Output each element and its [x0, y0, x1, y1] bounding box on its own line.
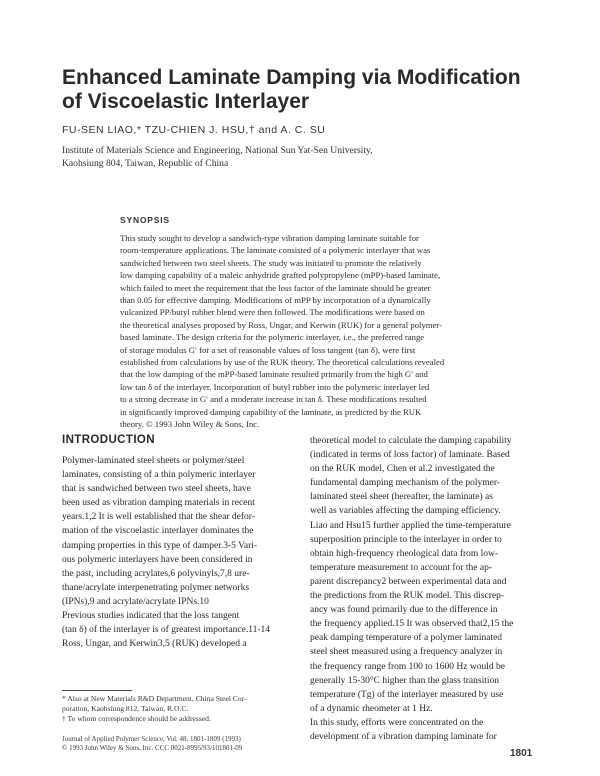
body-text-line: parent discrepancy2 between experimental data and	[310, 576, 507, 587]
right-column-text	[310, 434, 542, 744]
body-text-line: ous polymeric interlayers have been considered in	[62, 554, 253, 565]
body-text-line: the predictions from the RUK model. This discrep-	[310, 591, 505, 602]
affiliation-line: Institute of Materials Science and Engineering, National Sun Yat-Sen University,	[62, 145, 373, 156]
body-text-line: peak damping temperature of a polymer laminated	[310, 633, 503, 644]
body-text-line: laminated steel sheet (hereafter, the laminate) as	[310, 492, 493, 503]
body-text-line: Previous studies indicated that the loss tangent	[62, 611, 240, 622]
footnote-line: † To whom correspondence should be addressed.	[62, 713, 211, 723]
body-text-line: theoretical model to calculate the damping capability	[310, 436, 512, 446]
body-text-line: on the RUK model, Chen et al.2 investigated the	[310, 464, 495, 475]
title-line-2: of Viscoelastic Interlayer	[62, 90, 310, 113]
body-text-line: damping properties in this type of damper.3-5 Vari-	[62, 540, 258, 551]
body-text-line: well as variables affecting the damping efficiency.	[310, 506, 501, 517]
footnote-line: * Also at New Materials R&D Department, China Steel Cor-	[62, 694, 247, 703]
abstract-line: low damping capability of a maleic anhydride grafted polypropylene (mPP)-based laminate,	[120, 270, 441, 281]
journal-info-line: Journal of Applied Polymer Science, Vol. 48, 1801-1809 (1993)	[62, 735, 241, 743]
abstract	[120, 232, 542, 431]
abstract-line: This study sought to develop a sandwich-type vibration damping laminate suitable for	[120, 233, 419, 243]
body-text-line: (IPNs),9 and acrylate/acrylate IPNs.10	[62, 596, 209, 607]
body-text-line: development of a vibration damping laminate for	[310, 731, 497, 742]
abstract-line: than 0.05 for effective damping. Modifications of mPP by incorporation of a dynamically	[120, 295, 431, 306]
body-text-line: fundamental damping mechanism of the polymer-	[310, 478, 501, 489]
affiliation-line: Kaohsiung 804, Taiwan, Republic of China	[62, 157, 229, 169]
body-text-line: thane/acrylate interpenetrating polymer networks	[62, 582, 250, 593]
body-text-line: the frequency range from 100 to 1600 Hz would be	[310, 661, 505, 672]
body-text-line: years.1,2 It is well established that the shear defor-	[62, 512, 255, 523]
abstract-line: theory. © 1993 John Wiley & Sons, Inc.	[120, 419, 260, 430]
body-text-line: temperature measurement to account for the ap-	[310, 562, 492, 573]
abstract-line: vulcanized PP/butyl rubber blend were then followed. The modifications were based on	[120, 307, 425, 318]
left-column-text	[62, 454, 298, 651]
abstract-line: which failed to meet the requirement that the loss factor of the laminate should be greater	[120, 282, 431, 293]
abstract-line: established from calculations by use of the RUK theory. The theoretical calculations revealed	[120, 357, 445, 368]
body-text-line: Polymer-laminated steel sheets or polymer/steel	[62, 456, 245, 466]
abstract-line: in significantly improved damping capability of the laminate, as predicted by the RUK	[120, 406, 422, 417]
body-text-line: the frequency applied.15 It was observed that2,15 the	[310, 619, 514, 630]
title-line-1: Enhanced Laminate Damping via Modification	[62, 66, 521, 89]
body-text-line: been used as vibration damping materials in recent	[62, 498, 255, 509]
abstract-line: to a strong decrease in G′ and a moderate increase in tan δ. These modifications resulted	[120, 394, 427, 405]
paper-title	[62, 66, 542, 114]
abstract-line: sandwiched between two steel sheets. The study was initiated to promote the relatively	[120, 257, 422, 268]
body-text-line: temperature (Tg) of the interlayer measured by use	[310, 689, 504, 700]
abstract-line: of storage modulus G′ for a set of reasonable values of loss tangent (tan δ), were first	[120, 344, 416, 355]
abstract-line: room-temperature applications. The laminate consisted of a polymeric interlayer that was	[120, 245, 431, 256]
footnote-rule	[62, 690, 132, 691]
body-text-line: (tan δ) of the interlayer is of greatest importance.11-14	[62, 625, 271, 636]
body-text-line: steel sheet measured using a frequency analyzer in	[310, 647, 503, 658]
body-text-line: of a dynamic rheometer at 1 Hz.	[310, 703, 433, 714]
body-text-line: (indicated in terms of loss factor) of laminate. Based	[310, 450, 510, 461]
footnote-line: poration, Kaohsiung 812, Taiwan, R.O.C.	[62, 703, 189, 713]
body-text-line: superposition principle to the interlayer in order to	[310, 534, 502, 545]
body-text-line: that is sandwiched between two steel sheets, have	[62, 484, 251, 495]
footnotes	[62, 694, 298, 723]
affiliation	[62, 145, 542, 170]
abstract-line: low tan δ of the interlayer. Incorporation of butyl rubber into the polymeric interlayer led	[120, 381, 430, 392]
body-text-line: mation of the viscoelastic interlayer dominates the	[62, 526, 254, 537]
body-text-line: the past, including acrylates,6 polyvinyls,7,8 ure-	[62, 568, 250, 579]
synopsis-heading: SYNOPSIS	[120, 215, 170, 225]
author-list: FU-SEN LIAO,* TZU-CHIEN J. HSU,† and A. C. SU	[62, 124, 326, 136]
body-text-line: ancy was found primarily due to the difference in	[310, 605, 498, 616]
body-text-line: Liao and Hsu15 further applied the time-temperature	[310, 520, 512, 531]
abstract-line: that the low damping of the mPP-based laminate resulted primarily from the high G′ and	[120, 369, 428, 380]
journal-info	[62, 735, 302, 752]
body-text-line: generally 15-30°C higher than the glass transition	[310, 675, 500, 686]
section-heading: INTRODUCTION	[62, 434, 155, 446]
page-number: 1801	[510, 748, 533, 759]
abstract-line: based laminate. The design criteria for the polymeric interlayer, i.e., the preferred range	[120, 332, 425, 343]
journal-info-line: © 1993 John Wiley & Sons, Inc. CCC 0021-8995/93/101801-09	[62, 743, 243, 752]
body-text-line: obtain high-frequency rheological data from low-	[310, 548, 499, 559]
body-text-line: laminates, consisting of a thin polymeric interlayer	[62, 470, 256, 481]
abstract-line: the theoretical analyses proposed by Ross, Ungar, and Kerwin (RUK) for a general polymer-	[120, 319, 443, 330]
body-text-line: In this study, efforts were concentrated on the	[310, 717, 484, 728]
body-text-line: Ross, Ungar, and Kerwin3,5 (RUK) developed a	[62, 639, 247, 650]
